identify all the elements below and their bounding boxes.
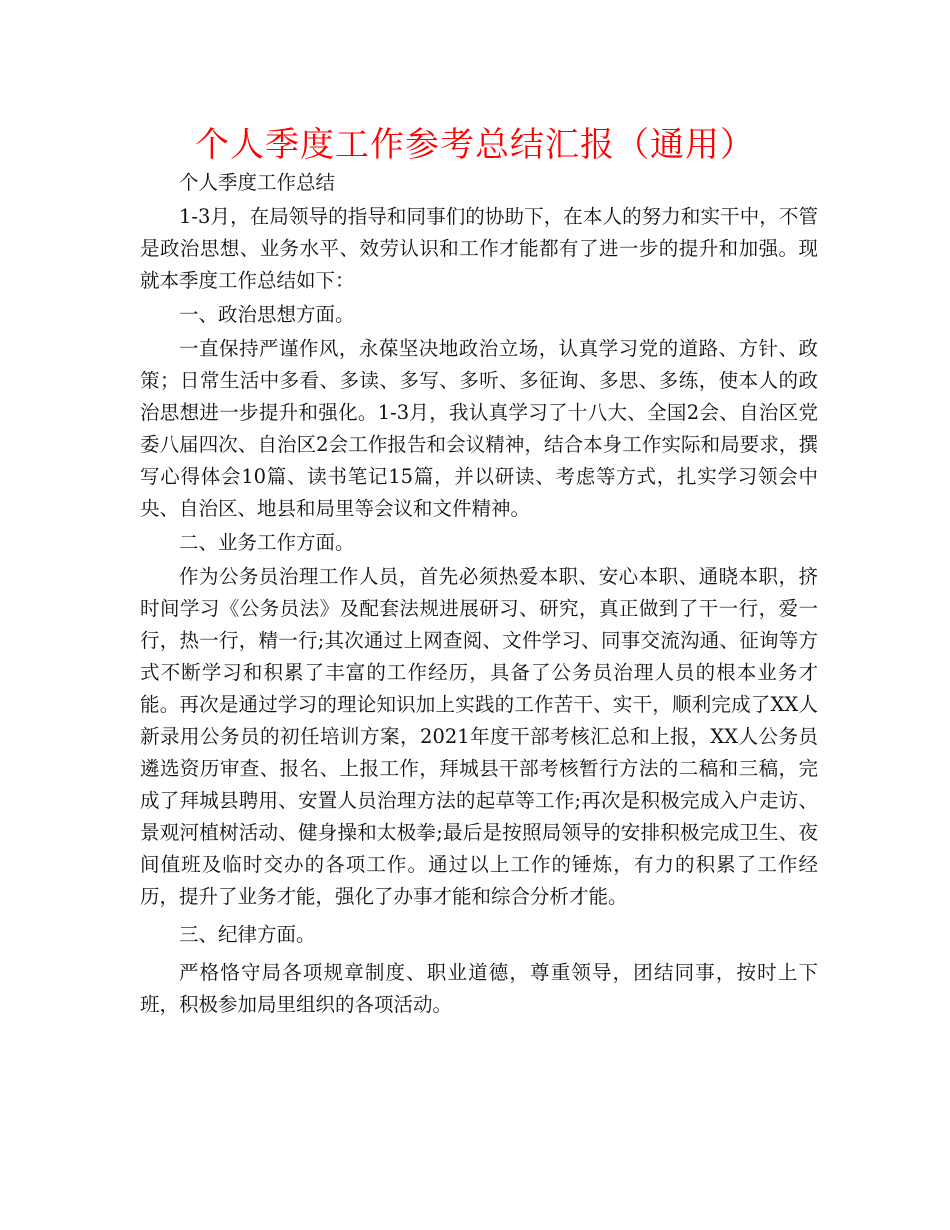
heading-business: 二、业务工作方面。 <box>179 531 355 554</box>
paragraph-business: 作为公务员治理工作人员，首先必须热爱本职、安心本职、通晓本职，挤时间学习《公务员法》及配套法规进展研习、研究，真正做到了干一行，爱一行，热一行，精一行;其次通过上网查阅、文件学习、同事交流沟通、征询等方式不断学习和积累了丰富的工作经历，具备了公务员治理人员的根本业务才能。再次是通过学习的理论知识加上实践的工作苦干、实干，顺利完成了XX人新录用公务员的初任培训方案，2021年度干部考核汇总和上报，XX人公务员遴选资历审查、报名、上报工作，拜城县干部考核暂行方法的二稿和三稿，完成了拜城县聘用、安置人员治理方法的起草等工作;再次是积极完成入户走访、景观河植树活动、健身操和太极拳;最后是按照局领导的安排积极完成卫生、夜间值班及临时交办的各项工作。通过以上工作的锤炼，有力的积累了工作经历，提升了业务才能，强化了办事才能和综合分析才能。 <box>140 565 818 908</box>
paragraph-discipline: 严格恪守局各项规章制度、职业道德，尊重领导，团结同事，按时上下班，积极参加局里组织的各项活动。 <box>140 961 818 1016</box>
paragraph-subtitle: 个人季度工作总结 <box>179 171 336 194</box>
heading-political: 一、政治思想方面。 <box>179 303 355 326</box>
paragraph-intro: 1-3月，在局领导的指导和同事们的协助下，在本人的努力和实干中，不管是政治思想、业务水平、效劳认识和工作才能都有了进一步的提升和加强。现就本季度工作总结如下： <box>140 205 818 292</box>
heading-discipline: 三、纪律方面。 <box>179 923 316 946</box>
document-body <box>140 165 818 1021</box>
paragraph-political: 一直保持严谨作风，永葆坚决地政治立场，认真学习党的道路、方针、政策；日常生活中多看、多读、多写、多听、多征询、多思、多练，使本人的政治思想进一步提升和强化。1-3月，我认真学习了十八大、全国2会、自治区党委八届四次、自治区2会工作报告和会议精神，结合本身工作实际和局要求，撰写心得体会10篇、读书笔记15篇，并以研读、考虑等方式，扎实学习领会中央、自治区、地县和局里等会议和文件精神。 <box>140 337 818 520</box>
document-title: 个人季度工作参考总结汇报（通用） <box>195 125 755 165</box>
